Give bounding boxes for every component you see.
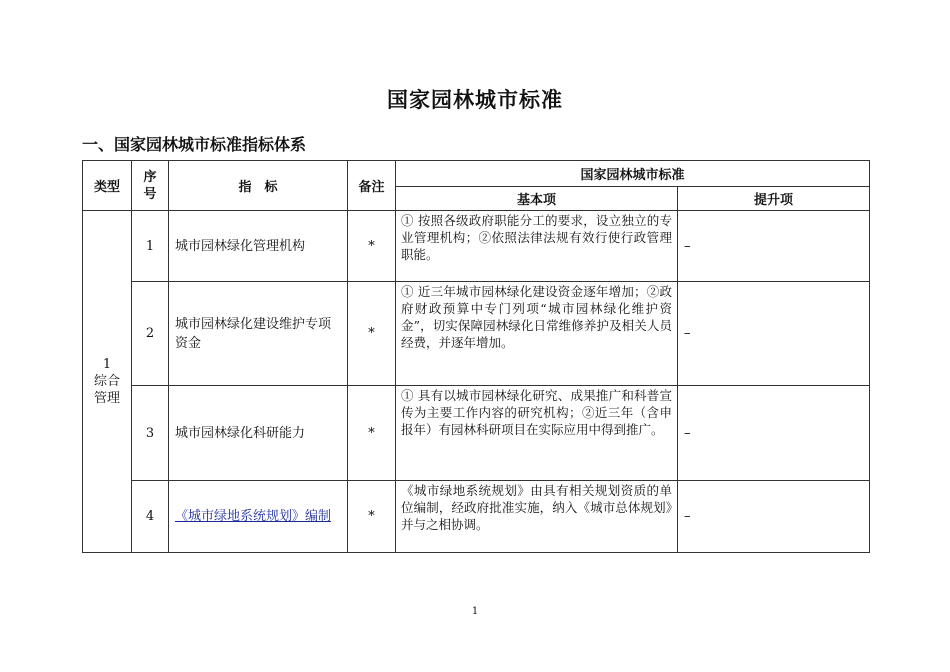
row-basic: ① 近三年城市园林绿化建设资金逐年增加；②政府财政预算中专门列项“城市园林绿化维护资金”，切实保障园林绿化日常维修养护及相关人员经费，并逐年增加。 — [396, 282, 678, 386]
header-indicator: 指 标 — [169, 161, 348, 211]
header-row-1 — [83, 161, 870, 187]
row-indicator: 城市园林绿化建设维护专项资金 — [169, 282, 348, 386]
row-upgrade: – — [678, 282, 870, 386]
row-indicator: 城市园林绿化科研能力 — [169, 386, 348, 481]
table-row — [83, 282, 870, 386]
header-note: 备注 — [348, 161, 396, 211]
row-note: * — [348, 386, 396, 481]
document-title: 国家园林城市标准 — [387, 88, 563, 112]
row-seq: 1 — [132, 211, 169, 282]
category-cell — [83, 211, 132, 553]
row-indicator: 城市园林绿化管理机构 — [169, 211, 348, 282]
table-row — [83, 481, 870, 553]
category-number: 1 — [102, 357, 112, 372]
row-basic: ① 具有以城市园林绿化研究、成果推广和科普宣传为主要工作内容的研究机构；②近三年（含申报年）有园林科研项目在实际应用中得到推广。 — [396, 386, 678, 481]
row-upgrade: – — [678, 211, 870, 282]
page-number: 1 — [471, 606, 479, 617]
header-type: 类型 — [83, 161, 132, 211]
category-name: 综合管理 — [93, 374, 120, 406]
row-note: * — [348, 481, 396, 553]
header-seq: 序号 — [132, 161, 169, 211]
row-seq: 4 — [132, 481, 169, 553]
row-basic: 《城市绿地系统规划》由具有相关规划资质的单位编制，经政府批准实施，纳入《城市总体规划》并与之相协调。 — [396, 481, 678, 553]
table-row — [83, 386, 870, 481]
row-indicator-cell — [169, 481, 348, 553]
header-standard-group: 国家园林城市标准 — [396, 161, 870, 187]
row-note: * — [348, 211, 396, 282]
row-note: * — [348, 282, 396, 386]
row-basic: ① 按照各级政府职能分工的要求，设立独立的专业管理机构；②依照法律法规有效行使行政管理职能。 — [396, 211, 678, 282]
header-upgrade: 提升项 — [678, 187, 870, 211]
row-upgrade: – — [678, 481, 870, 553]
section-heading: 一、国家园林城市标准指标体系 — [82, 135, 307, 154]
row-seq: 3 — [132, 386, 169, 481]
standards-table — [82, 160, 870, 553]
plan-link[interactable]: 《城市绿地系统规划》编制 — [175, 509, 332, 524]
table-row — [83, 211, 870, 282]
row-upgrade: – — [678, 386, 870, 481]
row-seq: 2 — [132, 282, 169, 386]
header-basic: 基本项 — [396, 187, 678, 211]
